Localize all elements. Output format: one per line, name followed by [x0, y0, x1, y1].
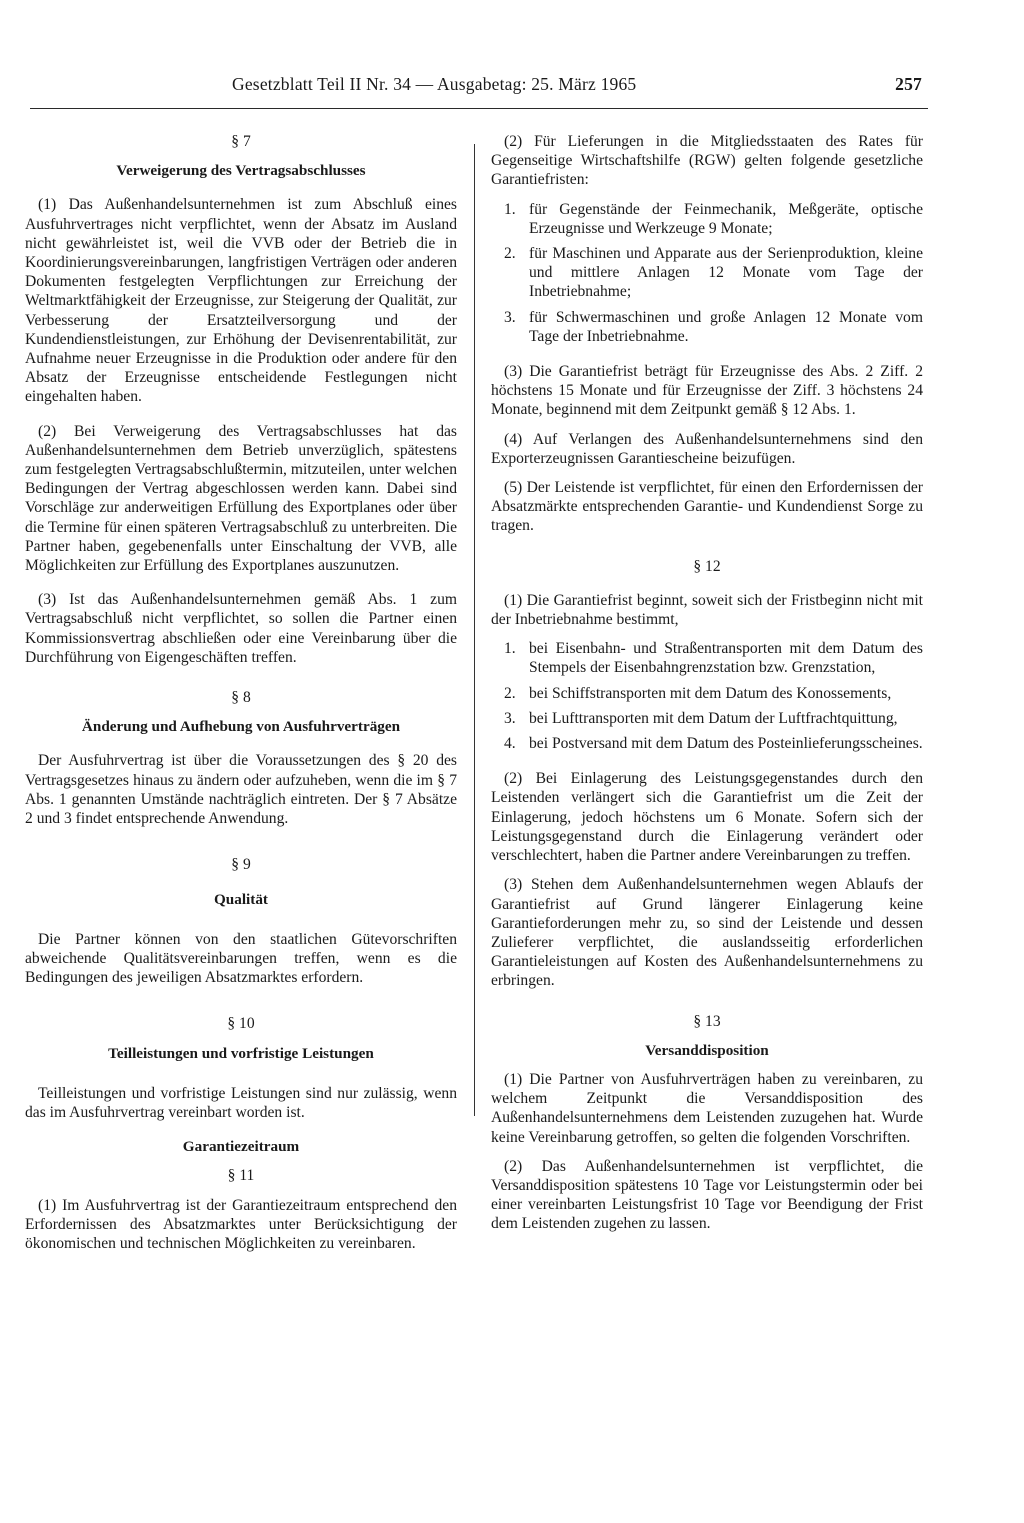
section-11-paragraph-2: (2) Für Lieferungen in die Mitgliedsstaaten des Rates für Gegenseitige Wirtschaftshilfe (RGW) gelten folgende gesetzliche Garantiefristen:	[491, 133, 923, 189]
list-item	[491, 684, 923, 703]
header-rule	[30, 108, 928, 109]
section-9-title: Qualität	[213, 890, 268, 908]
list-item-text: bei Eisenbahn- und Straßentransporten mit dem Datum des Stempels der Eisenbahngrenzstation bzw. Grenzstation,	[529, 640, 923, 677]
section-13-paragraph-2: (2) Das Außenhandelsunternehmen ist verpflichtet, die Versanddisposition spätestens 10 Tage vor Leistungstermin oder bei einer vereinbarten Leistungsfrist 10 Tage vor Beendigung der Frist dem Leistenden zugehen zu lassen.	[491, 1157, 923, 1233]
list-item-number: 2.	[504, 684, 516, 702]
section-11-paragraph-5: (5) Der Leistende ist verpflichtet, für einen den Erfordernissen der Absatzmärkte entsprechenden Garantie- und Kundendienst Sorge zu tragen.	[491, 479, 923, 535]
section-12-number: § 12	[693, 557, 721, 575]
list-item-text: bei Postversand mit dem Datum des Posteinlieferungsscheines.	[529, 735, 923, 753]
section-8-paragraph-1: Der Ausfuhrvertrag ist über die Voraussetzungen des § 20 des Vertragsgesetzes hinaus zu ändern oder aufzuheben, wenn die im § 7 Abs. 1 genannten Umstände nachträglich eintreten. Der § 7 Absätze 2 und 3 findet entsprechende Anwendung.	[25, 752, 457, 828]
section-7-paragraph-2: (2) Bei Verweigerung des Vertragsabschlusses hat das Außenhandelsunternehmen dem Betrieb unverzüglich, spätestens zum festgelegten Vertragsabschlußtermin, mitzuteilen, unter welchen Bedingungen der Vertrag abgeschlossen werden kann. Dabei sind Vorschläge zur anderweitigen Erfüllung des Exportplanes oder über die Termine für einen späteren Vertragsabschluß zu unterbreiten. Die Partner haben, gegebenenfalls unter Einschaltung der VVB, alle Möglichkeiten zur Erfüllung des Exportplanes auszunutzen.	[25, 422, 457, 575]
section-11-number: § 11	[227, 1167, 255, 1185]
section-9-paragraph-1: Die Partner können von den staatlichen Gütevorschriften abweichende Qualitätsvereinbarungen treffen, wenn es die Bedingungen des jeweiligen Absatzmarktes erfordern.	[25, 930, 457, 987]
section-11-list	[491, 200, 923, 346]
list-item-text: für Gegenstände der Feinmechanik, Meßgeräte, optische Erzeugnisse und Werkzeuge 9 Monate;	[529, 200, 923, 237]
section-10-number: § 10	[227, 1015, 255, 1033]
garantiezeitraum-heading: Garantiezeitraum	[182, 1138, 300, 1156]
section-11-paragraph-4: (4) Auf Verlangen des Außenhandelsunternehmens sind den Exporterzeugnissen Garantiescheine beizufügen.	[491, 430, 923, 467]
list-item-number: 4.	[504, 735, 516, 753]
page-number: 257	[895, 74, 922, 94]
section-7-paragraph-3: (3) Ist das Außenhandelsunternehmen gemäß Abs. 1 zum Vertragsabschluß nicht verpflichtet, so sollen die Partner einen Kommissionsvertrag abschließen oder eine Vereinbarung über die Durchführung von Eigengeschäften treffen.	[25, 591, 457, 666]
section-12-paragraph-1: (1) Die Garantiefrist beginnt, soweit sich der Fristbeginn nicht mit der Inbetriebnahme bestimmt,	[491, 591, 923, 629]
section-8-title: Änderung und Aufhebung von Ausfuhrverträgen	[81, 718, 401, 736]
list-item-number: 3.	[504, 709, 516, 727]
section-10-paragraph-1: Teilleistungen und vorfristige Leistungen sind nur zulässig, wenn das im Ausfuhrvertrag vereinbart worden ist.	[25, 1084, 457, 1121]
section-12-paragraph-2: (2) Bei Einlagerung des Leistungsgegenstandes durch den Leistenden verlängert sich die Garantiefrist um die Zeit der Einlagerung, jedoch höchstens um 6 Monate. Sofern sich der Leistungsgegenstand durch die Einlagerung verändert oder verschlechtert, haben die Partner andere Vereinbarungen zu treffen.	[491, 770, 923, 865]
column-divider	[474, 144, 475, 1116]
list-item	[491, 244, 923, 302]
list-item-text: für Schwermaschinen und große Anlagen 12 Monate vom Tage der Inbetriebnahme.	[529, 308, 923, 345]
section-7-number: § 7	[231, 133, 251, 150]
section-12-list	[491, 639, 923, 753]
list-item-number: 1.	[504, 200, 516, 218]
section-7-paragraph-1: (1) Das Außenhandelsunternehmen ist zum Abschluß eines Ausfuhrvertrages nicht verpflichtet, wenn der Absatz im Ausland nicht gewährleistet ist, weil die VVB oder der Betrieb die in Koordinierungsvereinbarungen, langfristigen Verträgen oder anderen Dokumenten festgelegten Verpflichtungen zur Erreichung der Weltmarktfähigkeit der Erzeugnisse, zur Steigerung der Qualität, zur Verbesserung der Ersatzteilversorgung und der Kundendienstleistungen, zur Erhöhung der Devisenrentabilität, zur Aufnahme neuer Erzeugnisse in die Produktion oder andere für den Absatz der Erzeugnisse entscheidende Festlegungen nicht eingehalten haben.	[25, 196, 457, 406]
list-item-text: bei Schiffstransporten mit dem Datum des Konossements,	[529, 684, 892, 702]
section-13-paragraph-1: (1) Die Partner von Ausfuhrverträgen haben zu vereinbaren, zu welchem Zeitpunkt die Versanddisposition des Außenhandelsunternehmens dem Leistenden zuzugehen hat. Wurde keine Vereinbarung getroffen, so gelten die folgenden Vorschriften.	[491, 1070, 923, 1146]
list-item-number: 3.	[504, 308, 516, 326]
list-item-text: bei Lufttransporten mit dem Datum der Luftfrachtquittung,	[529, 709, 898, 727]
list-item	[491, 639, 923, 677]
list-item-text: für Maschinen und Apparate aus der Serienproduktion, kleine und mittlere Anlagen 12 Monate vom Tage der Inbetriebnahme;	[529, 245, 923, 301]
section-11-paragraph-1: (1) Im Ausfuhrvertrag ist der Garantiezeitraum entsprechend den Erfordernissen des Absatzmarktes unter Berücksichtigung der ökonomischen und technischen Möglichkeiten zu vereinbaren.	[25, 1196, 457, 1252]
right-column	[491, 132, 923, 1234]
section-12-paragraph-3: (3) Stehen dem Außenhandelsunternehmen wegen Ablaufs der Garantiefrist auf Grund längerer Einlagerung keine Garantieforderungen mehr zu, so sind der Leistende und dessen Zulieferer verpflichtet, die auslandsseitig erforderlichen Garantieleistungen auf Kosten des Außenhandelsunternehmens zu erbringen.	[491, 876, 923, 990]
list-item	[491, 734, 923, 753]
section-9-number: § 9	[231, 856, 251, 874]
gazette-title: Gesetzblatt Teil II Nr. 34 — Ausgabetag: 25. März 1965	[232, 74, 637, 94]
section-13-title: Versanddisposition	[645, 1041, 769, 1059]
left-column	[25, 132, 457, 1253]
section-11-paragraph-3: (3) Die Garantiefrist beträgt für Erzeugnisse des Abs. 2 Ziff. 2 höchstens 15 Monate und für Erzeugnisse der Ziff. 3 höchstens 24 Monate, beginnend mit dem Zeitpunkt gemäß § 12 Abs. 1.	[491, 363, 923, 419]
section-8-number: § 8	[231, 689, 251, 707]
list-item-number: 2.	[504, 245, 516, 263]
section-7-title: Verweigerung des Vertragsabschlusses	[116, 162, 366, 180]
list-item	[491, 200, 923, 238]
page-header	[232, 74, 922, 100]
section-10-title: Teilleistungen und vorfristige Leistungen	[108, 1044, 374, 1062]
section-13-number: § 13	[693, 1012, 721, 1030]
list-item	[491, 308, 923, 346]
list-item-number: 1.	[504, 640, 516, 658]
list-item	[491, 709, 923, 728]
